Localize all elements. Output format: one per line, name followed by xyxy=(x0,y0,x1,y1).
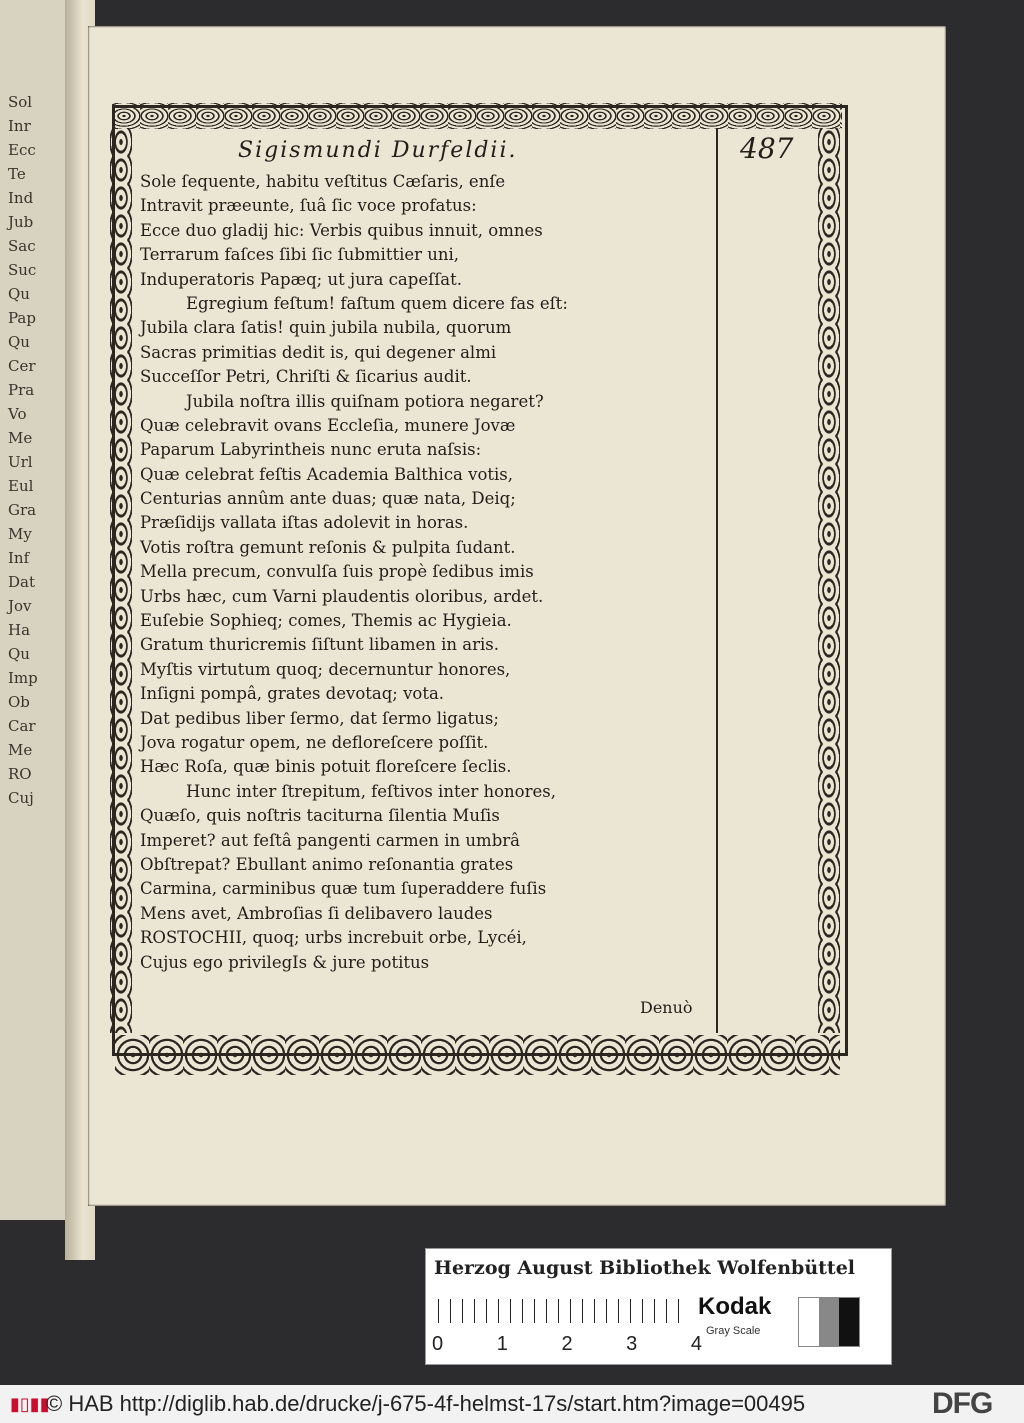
ruler-number: 4 xyxy=(690,1333,702,1355)
text-line: Quæſo, quis noſtris taciturna ſilentia Muſis xyxy=(140,806,500,826)
left-page-fragment: Car xyxy=(8,717,36,735)
text-line: Jubila clara ſatis! quin jubila nubila, quorum xyxy=(140,318,512,338)
left-page-fragment: Cuj xyxy=(8,789,34,807)
column-rule xyxy=(716,128,718,1033)
left-page-fragment: Vo xyxy=(8,405,27,423)
text-line: Jubila noſtra illis quiſnam potiora negaret? xyxy=(186,391,544,411)
left-page-fragment: Ecc xyxy=(8,141,36,159)
ornament-border-top xyxy=(112,103,842,129)
left-page-fragment: My xyxy=(8,525,32,543)
left-page-fragment: Sac xyxy=(8,237,36,255)
color-reference-label xyxy=(425,1248,892,1365)
catchword: Denuò xyxy=(640,998,693,1017)
text-line: Ecce duo gladij hic: Verbis quibus innuit, omnes xyxy=(140,220,543,240)
text-line: Centurias annûm ante duas; quæ nata, Deiq; xyxy=(140,489,516,509)
text-line: Succeſſor Petri, Chriſti & ſicarius audit. xyxy=(140,367,472,387)
text-line: Urbs hæc, cum Varni plaudentis oloribus, ardet. xyxy=(140,586,544,606)
text-line: Inſigni pompâ, grates devotaq; vota. xyxy=(140,684,445,704)
library-title: Herzog August Bibliothek Wolfenbüttel xyxy=(434,1257,855,1279)
text-line: Jova rogatur opem, ne defloreſcere poſſit. xyxy=(140,732,489,752)
text-line: Induperatoris Papæq; ut jura capeſſat. xyxy=(140,269,463,289)
left-page-fragment: Inr xyxy=(8,117,31,135)
left-page-fragment: RO xyxy=(8,765,32,783)
text-line: Paparum Labyrintheis nunc eruta naſsis: xyxy=(140,440,482,460)
ruler-scale xyxy=(438,1299,683,1323)
text-line: Sole ſequente, habitu veſtitus Cæſaris, enſe xyxy=(140,172,506,191)
text-line: ROSTOCHII, quoq; urbs increbuit orbe, Lycéi, xyxy=(140,928,527,948)
left-page-fragment: Pra xyxy=(8,381,35,399)
text-line: Votis roſtra gemunt reſonis & pulpita ſudant. xyxy=(140,537,516,557)
left-page-fragment: Jub xyxy=(8,213,34,231)
ruler-number: 1 xyxy=(496,1333,508,1355)
text-line: Terrarum faſces ſibi ſic ſubmittier uni, xyxy=(140,245,460,265)
left-page-fragment: Gra xyxy=(8,501,37,519)
text-line: Obſtrepat? Ebullant animo reſonantia grates xyxy=(140,854,514,874)
footer-bar xyxy=(0,1385,1024,1423)
ornament-border-left xyxy=(110,128,132,1033)
left-page-fragment: Me xyxy=(8,741,33,759)
left-page-text-fragments xyxy=(8,90,58,1010)
left-page-fragment: Qu xyxy=(8,285,30,303)
left-page-fragment: Me xyxy=(8,429,33,447)
text-line: Præſidijs vallata iſtas adolevit in horas. xyxy=(140,513,469,533)
left-page-fragment: Qu xyxy=(8,645,30,663)
footer-url[interactable]: © HAB http://diglib.hab.de/drucke/j-675-4f-helmst-17s/start.htm?image=00495 xyxy=(46,1391,806,1416)
left-page-fragment: Ob xyxy=(8,693,30,711)
text-line: Hæc Roſa, quæ binis potuit floreſcere ſeclis. xyxy=(140,757,512,777)
gray-swatch xyxy=(839,1298,859,1346)
text-line: Carmina, carminibus quæ tum ſuperaddere fuſis xyxy=(140,879,547,899)
text-line: Cujus ego privilegIs & jure potitus xyxy=(140,952,430,972)
ruler-number: 2 xyxy=(561,1333,573,1355)
text-line: Mens avet, Ambroſias ſi delibavero laudes xyxy=(140,903,493,923)
left-page-fragment: Sol xyxy=(8,93,33,111)
text-line: Sacras primitias dedit is, qui degener almi xyxy=(140,342,497,362)
left-page-fragment: Eul xyxy=(8,477,34,495)
text-line: Gratum thuricremis ſiſtunt libamen in aris. xyxy=(140,635,499,655)
text-line: Intravit præeunte, ſuâ ſic voce profatus: xyxy=(140,196,477,216)
gray-swatch xyxy=(799,1298,819,1346)
gray-scale-label: Gray Scale xyxy=(706,1325,761,1337)
ruler-number: 3 xyxy=(626,1333,638,1355)
text-line: Dat pedibus liber ſermo, dat ſermo ligatus; xyxy=(140,708,499,728)
left-page-fragment: Ind xyxy=(8,189,34,207)
poem-text xyxy=(140,170,715,975)
left-page-fragment: Url xyxy=(8,453,33,471)
kodak-logo: Kodak xyxy=(698,1293,772,1320)
ruler-numbers xyxy=(432,1333,702,1356)
gray-scale-patch xyxy=(798,1297,860,1347)
gray-swatch xyxy=(819,1298,839,1346)
text-line: Euſebie Sophieq; comes, Themis ac Hygieia. xyxy=(140,611,512,631)
left-page-fragment: Qu xyxy=(8,333,30,351)
running-header: Sigismundi Durfeldii. xyxy=(238,138,518,163)
left-page-fragment: Inf xyxy=(8,549,30,567)
text-line: Myſtis virtutum quoq; decernuntur honores, xyxy=(140,659,511,679)
left-page-fragment: Dat xyxy=(8,573,35,591)
text-line: Egregium feſtum! faſtum quem dicere fas eſt: xyxy=(186,293,568,313)
left-page-fragment: Ha xyxy=(8,621,31,639)
text-line: Mella precum, convulſa ſuis propè ſedibus imis xyxy=(140,562,534,582)
text-line: Imperet? aut feſtâ pangenti carmen in umbrâ xyxy=(140,830,520,850)
dfg-logo: DFG xyxy=(932,1387,993,1420)
text-line: Quæ celebravit ovans Eccleſia, munere Jovæ xyxy=(140,415,516,435)
ornament-border-bottom xyxy=(115,1035,840,1075)
page-number: 487 xyxy=(740,132,794,165)
left-page-fragment: Suc xyxy=(8,261,37,279)
ruler-number: 0 xyxy=(432,1333,444,1355)
text-line: Hunc inter ſtrepitum, feſtivos inter honores, xyxy=(186,781,556,801)
left-page-fragment: Te xyxy=(8,165,26,183)
left-page-fragment: Imp xyxy=(8,669,38,687)
left-page-fragment: Cer xyxy=(8,357,36,375)
left-page-fragment: Jov xyxy=(8,597,32,615)
left-page-fragment: Pap xyxy=(8,309,36,327)
barcode-icon: ▮▯▮▮ xyxy=(10,1394,50,1415)
text-line: Quæ celebrat feſtis Academia Balthica votis, xyxy=(140,464,514,484)
ornament-border-right xyxy=(818,128,840,1033)
